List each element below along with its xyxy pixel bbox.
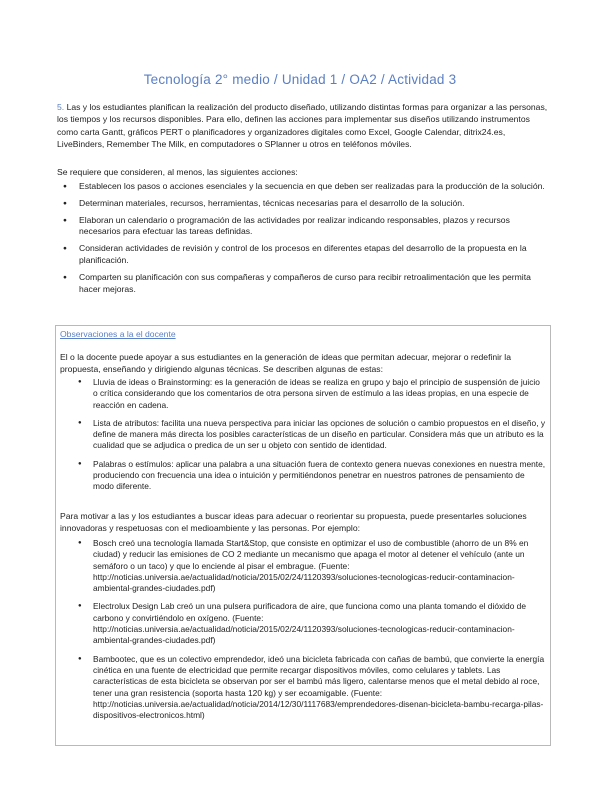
- example-item: ● Electrolux Design Lab creó un una pulsera purificadora de aire, que funciona como una planta tomando el dióxido de carbono y convirtiéndolo en oxígeno. (Fuente: http://noticias.universia.ae/actualidad/noticia/2015/02/24/1120393/soluciones-tecnologicas-reducir-contaminacion-ambiental-grandes-ciudades.pdf): [60, 601, 546, 646]
- intro-text: Las y los estudiantes planifican la realización del producto diseñado, utilizando distintas formas para organizar a las personas, los tiempos y los recursos disponibles. Para ello, definen las acciones para implementar sus diseños utilizando instrumentos como carta Gantt, gráficos PERT o planificadores y organizadores digitales como Excel, Google Calendar, ditrix24.es, LiveBinders, Remember The Milk, en computadores o SPlanner u otros en teléfonos móviles.: [57, 102, 548, 150]
- technique-item: ● Lluvia de ideas o Brainstorming: es la generación de ideas se realiza en grupo y bajo el principio de suspensión de juicio o crítica considerando que los comentarios de otra persona sirven de estímulo a las ideas propias, en una especie de reacción en cadena.: [60, 377, 546, 411]
- examples-list: [60, 538, 546, 728]
- action-item: ● Determinan materiales, recursos, herramientas, técnicas necesarias para el desarrollo de la solución.: [57, 198, 550, 210]
- techniques-lead: El o la docente puede apoyar a sus estudiantes en la generación de ideas que permitan adecuar, mejorar o redefinir la propuesta, enseñando y dirigiendo algunas técnicas. Se describen algunas de estas:: [60, 352, 511, 375]
- action-item: ● Consideran actividades de revisión y control de los procesos en diferentes etapas del desarrollo de la propuesta en la planificación.: [57, 243, 550, 266]
- action-item: ● Establecen los pasos o acciones esenciales y la secuencia en que deben ser realizadas para la producción de la solución.: [57, 181, 550, 193]
- example-item: ● Bosch creó una tecnología llamada Start&Stop, que consiste en optimizar el uso de combustible (ahorro de un 8% en ciudad) y reducir las emisiones de CO 2 mediante un mecanismo que apaga el motor al detener el vehículo (ante un semáforo o un taco) y que lo enciende al pisar el embrague. (Fuente: http://noticias.universia.ae/actualidad/noticia/2015/02/24/1120393/soluciones-tecnologicas-reducir-contaminacion-ambiental-grandes-ciudades.pdf): [60, 538, 546, 594]
- techniques-list: [60, 377, 546, 500]
- page-title: Tecnología 2° medio / Unidad 1 / OA2 / Actividad 3: [143, 72, 457, 87]
- action-item: ● Comparten su planificación con sus compañeras y compañeros de curso para recibir retroalimentación que les permita hacer mejoras.: [57, 272, 550, 295]
- requirements-lead: Se requiere que consideren, al menos, las siguientes acciones:: [57, 167, 298, 177]
- teacher-notes-box: [55, 325, 551, 746]
- intro-paragraph: [57, 101, 550, 151]
- technique-item: ● Lista de atributos: facilita una nueva perspectiva para iniciar las opciones de solución o cambio propuestos en el diseño, y define de manera más directa los posibles características de un diseño en particular. Considera más que un atributo es la cualidad que se adjudica o predica de un ser u objeto con sentido de identidad.: [60, 418, 546, 452]
- motivation-paragraph: Para motivar a las y los estudiantes a buscar ideas para adecuar o reorientar su propuesta, puede presentarles soluciones innovadoras y respetuosas con el medioambiente y las personas. Por ejemplo:: [60, 511, 527, 534]
- step-number: 5.: [57, 102, 65, 112]
- example-item: ● Bambootec, que es un colectivo emprendedor, ideó una bicicleta fabricada con cañas de bambú, que convierte la energía cinética en una fuente de electricidad que permite recargar dispositivos móviles, como celulares y tablets. Las características de esta bicicleta se observan por ser el bambú más ligero, calentarse menos que el metal debido al roce, tener una gran resistencia (soporta hasta 120 kg) y ser ecoamigable. (Fuente: http://noticias.universia.ae/actualidad/noticia/2014/12/30/1117683/emprendedores-disenan-bicicleta-bambu-recarga-pilas-dispositivos-electronicos.html): [60, 654, 546, 722]
- technique-item: ● Palabras o estímulos: aplicar una palabra a una situación fuera de contexto genera nuevas conexiones en nuestra mente, produciendo con frecuencia una idea o intuición y permitiéndonos penetrar en nuestros patrones de pensamiento de modo diferente.: [60, 459, 546, 493]
- actions-list: [57, 181, 550, 301]
- teacher-notes-heading: Observaciones a la el docente: [60, 329, 176, 339]
- action-item: ● Elaboran un calendario o programación de las actividades por realizar indicando responsables, plazos y recursos necesarios para efectuar las tareas definidas.: [57, 215, 550, 238]
